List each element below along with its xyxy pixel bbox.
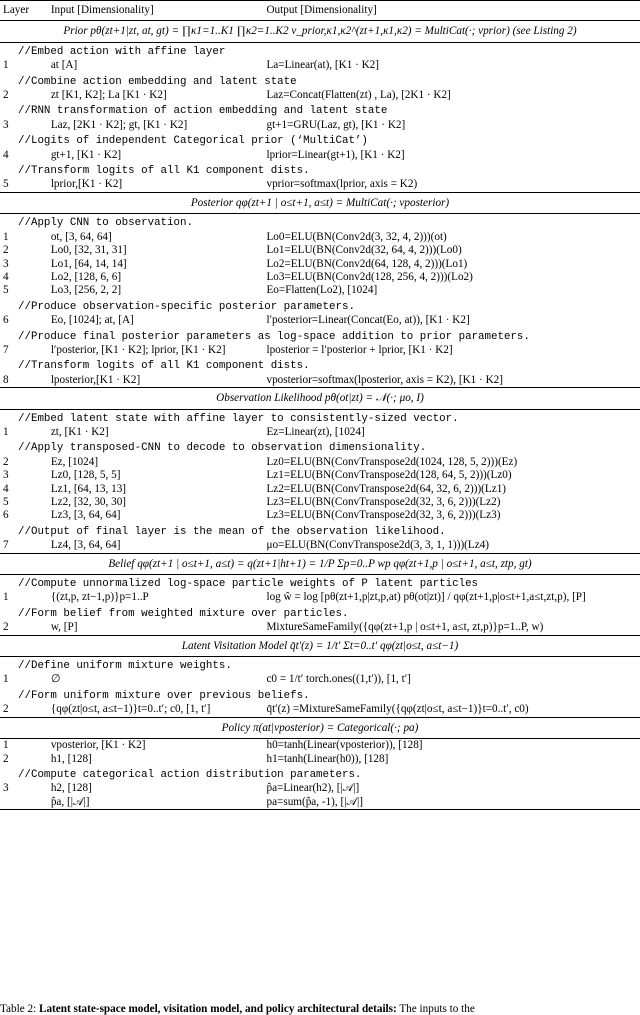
input-cell: Lz3, [3, 64, 64] — [50, 509, 121, 522]
input-cell: lposterior,[K1 · K2] — [50, 373, 141, 386]
layer-number: 1 — [3, 425, 9, 438]
layer-number: 1 — [3, 59, 9, 72]
output-cell: La=Linear(at), [K1 · K2] — [266, 59, 380, 72]
layer-number: 4 — [3, 270, 9, 283]
code-comment: //RNN transformation of action embedding and latent state — [18, 105, 388, 118]
input-cell: h1, [128] — [50, 752, 92, 765]
layer-number: 1 — [3, 591, 9, 604]
input-cell: Lo0, [32, 31, 31] — [50, 244, 127, 257]
code-comment: //Logits of independent Categorical prior (‘MultiCat’) — [18, 135, 368, 148]
header-input: Input [Dimensionality] — [50, 4, 154, 16]
comment-row — [0, 73, 640, 89]
output-cell: Lz3=ELU(BN(ConvTranspose2d(32, 3, 6, 2)))(Lz3) — [266, 509, 501, 522]
code-comment: //Form uniform mixture over previous beliefs. — [18, 689, 310, 702]
comment-row — [0, 766, 640, 782]
section-title-row — [0, 717, 640, 738]
comment-row — [0, 102, 640, 118]
output-cell: vprior=softmax(lprior, axis = K2) — [266, 178, 418, 191]
input-cell: at [A] — [50, 59, 78, 72]
input-cell: Lz2, [32, 30, 30] — [50, 496, 127, 508]
table-row — [0, 374, 640, 388]
header-layer: Layer — [3, 4, 30, 16]
table-row — [0, 539, 640, 553]
table-row — [0, 456, 640, 469]
input-cell: Ez, [1024] — [50, 455, 99, 468]
table-row — [0, 119, 640, 132]
input-cell: Lz4, [3, 64, 64] — [50, 539, 121, 552]
code-comment: //Define uniform mixture weights. — [18, 660, 232, 673]
table-row — [0, 344, 640, 357]
table-row — [0, 314, 640, 327]
caption-bold: Latent state-space model, visitation model, and policy architectural details: — [38, 1003, 397, 1015]
input-cell: vposterior, [K1 · K2] — [50, 739, 146, 752]
input-cell: Lz0, [128, 5, 5] — [50, 469, 121, 482]
section-title: Belief qφ(zt+1 | o≤t+1, a≤t) = q(zt+1|ht+1) = 1/P Σp=0..P wp qφ(zt+1,p | o≤t+1, a≤t, ztp, gt) — [108, 557, 532, 570]
output-cell: Lo2=ELU(BN(Conv2d(64, 128, 4, 2)))(Lo1) — [266, 257, 468, 270]
comment-row — [0, 687, 640, 703]
comment-row — [0, 523, 640, 539]
output-cell: Ez=Linear(zt), [1024] — [266, 425, 365, 438]
input-cell: zt [K1, K2]; La [K1 · K2] — [50, 89, 167, 102]
table-caption — [0, 1003, 640, 1015]
section-title: Latent Visitation Model q̄t′(z) = 1/t′ Σt=0..t′ qφ(zt|o≤t, a≤t−1) — [181, 639, 459, 652]
section-title: Observation Likelihood pθ(ot|zt) = 𝒩(·; μo, I) — [216, 392, 424, 405]
output-cell: h1=tanh(Linear(h0)), [128] — [266, 752, 389, 765]
table-row — [0, 258, 640, 271]
code-comment: //Output of final layer is the mean of the observation likelihood. — [18, 525, 446, 538]
output-cell: pa=sum(p̂a, -1), [|𝒜|] — [266, 795, 364, 808]
code-comment: //Embed action with affine layer — [18, 45, 226, 58]
comment-row — [0, 328, 640, 344]
input-cell: {qφ(zt|o≤t, a≤t−1)}t=0..t′; c0, [1, t′] — [50, 703, 211, 716]
section-title-row — [0, 21, 640, 42]
layer-number: 3 — [3, 782, 9, 795]
layer-number: 8 — [3, 373, 9, 386]
table-row — [0, 509, 640, 522]
table-row — [0, 796, 640, 810]
layer-number: 1 — [3, 739, 9, 752]
output-cell: Lo3=ELU(BN(Conv2d(128, 256, 4, 2)))(Lo2) — [266, 270, 473, 283]
input-cell: {(zt,p, zt−1,p)}p=1..P — [50, 591, 149, 604]
comment-row — [0, 214, 640, 231]
table-row — [0, 753, 640, 766]
table-row — [0, 426, 640, 439]
code-comment: //Form belief from weighted mixture over particles. — [18, 607, 349, 620]
output-cell: p̂a=Linear(h2), [|𝒜|] — [266, 782, 360, 795]
input-cell: gt+1, [K1 · K2] — [50, 148, 122, 161]
layer-number: 7 — [3, 539, 9, 552]
layer-number: 7 — [3, 343, 9, 356]
layer-number: 2 — [3, 455, 9, 468]
comment-row — [0, 42, 640, 59]
output-cell: Lz1=ELU(BN(ConvTranspose2d(128, 64, 5, 2)))(Lz0) — [266, 469, 512, 482]
layer-number: 2 — [3, 703, 9, 716]
layer-number: 3 — [3, 469, 9, 482]
layer-number: 6 — [3, 314, 9, 327]
output-cell: Lz3=ELU(BN(ConvTranspose2d(32, 3, 6, 2)))(Lz2) — [266, 496, 501, 508]
comment-row — [0, 409, 640, 426]
table-row — [0, 178, 640, 192]
header-output: Output [Dimensionality] — [266, 4, 377, 16]
table-row — [0, 149, 640, 162]
input-cell: Lz1, [64, 13, 13] — [50, 482, 127, 495]
comment-row — [0, 298, 640, 314]
table-row — [0, 673, 640, 686]
table-body — [0, 21, 640, 810]
code-comment: //Transform logits of all K1 component dists. — [18, 165, 310, 178]
output-cell: Lo0=ELU(BN(Conv2d(3, 32, 4, 2)))(ot) — [266, 230, 447, 243]
output-cell: lprior=Linear(gt+1), [K1 · K2] — [266, 148, 405, 161]
input-cell: l′posterior, [K1 · K2]; lprior, [K1 · K2] — [50, 343, 226, 356]
output-cell: q̄t′(z) =MixtureSameFamily({qφ(zt|o≤t, a≤t−1)}t=0..t′, c0) — [266, 703, 529, 716]
layer-number: 3 — [3, 118, 9, 131]
table-row — [0, 496, 640, 509]
code-comment: //Embed latent state with affine layer to consistently-sized vector. — [18, 412, 459, 425]
table-row — [0, 483, 640, 496]
input-cell: p̂a, [|𝒜|] — [50, 795, 90, 808]
code-comment: //Apply transposed-CNN to decode to observation dimensionality. — [18, 442, 427, 455]
table-row — [0, 271, 640, 284]
table-row — [0, 739, 640, 753]
input-cell: Laz, [2K1 · K2]; gt, [K1 · K2] — [50, 118, 188, 131]
output-cell: Eo=Flatten(Lo2), [1024] — [266, 284, 378, 297]
input-cell: lprior,[K1 · K2] — [50, 178, 123, 191]
table-row — [0, 469, 640, 482]
output-cell: lposterior = l′posterior + lprior, [K1 · K2] — [266, 343, 453, 356]
comment-row — [0, 605, 640, 621]
comment-row — [0, 357, 640, 373]
table-row — [0, 284, 640, 297]
section-title: Prior pθ(zt+1|zt, at, gt) = ∏κ1=1..K1 ∏κ2=1..K2 v_prior,κ1,κ2^(zt+1,κ1,κ2) = MultiCat(·; vprior) (see Listing 2) — [63, 25, 577, 38]
layer-number: 5 — [3, 178, 9, 191]
layer-number — [0, 796, 49, 810]
code-comment: //Compute unnormalized log-space particle weights of P latent particles — [18, 578, 479, 591]
input-cell: Lo1, [64, 14, 14] — [50, 257, 127, 270]
code-comment: //Transform logits of all K1 component dists. — [18, 360, 310, 373]
table-row — [0, 621, 640, 635]
section-title-row — [0, 192, 640, 213]
output-cell: vposterior=softmax(lposterior, axis = K2), [K1 · K2] — [266, 373, 503, 386]
comment-row — [0, 575, 640, 592]
layer-number: 5 — [3, 284, 9, 297]
output-cell: log ŵ = log [pθ(zt+1,p|zt,p,at) pθ(ot|zt)] / qφ(zt+1,p|o≤t+1,a≤t,zt,p), [P] — [266, 591, 586, 604]
comment-row — [0, 439, 640, 455]
output-cell: Lz2=ELU(BN(ConvTranspose2d(64, 32, 6, 2)))(Lz1) — [266, 482, 507, 495]
output-cell: Lo1=ELU(BN(Conv2d(32, 64, 4, 2)))(Lo0) — [266, 244, 462, 257]
output-cell: MixtureSameFamily({qφ(zt+1,p | o≤t+1, a≤t, zt,p)}p=1..P, w) — [266, 621, 544, 634]
comment-row — [0, 132, 640, 148]
layer-number: 1 — [3, 673, 9, 686]
section-title-row — [0, 553, 640, 574]
output-cell: l′posterior=Linear(Concat(Eo, at)), [K1 · K2] — [266, 314, 470, 327]
output-cell: Lz0=ELU(BN(ConvTranspose2d(1024, 128, 5, 2)))(Ez) — [266, 455, 518, 468]
layer-number: 2 — [3, 89, 9, 102]
input-cell: w, [P] — [50, 621, 78, 634]
layer-number: 2 — [3, 244, 9, 257]
section-title: Policy π(at|vposterior) = Categorical(·; pa) — [221, 721, 419, 734]
layer-number: 1 — [3, 230, 9, 243]
input-cell: Lo3, [256, 2, 2] — [50, 284, 122, 297]
table-header — [0, 1, 640, 21]
table-row — [0, 89, 640, 102]
input-cell: Eo, [1024]; at, [A] — [50, 314, 134, 327]
table-row — [0, 244, 640, 257]
output-cell: μo=ELU(BN(ConvTranspose2d(3, 3, 1, 1)))(Lz4) — [266, 539, 490, 552]
code-comment: //Compute categorical action distribution parameters. — [18, 768, 362, 781]
table-row — [0, 231, 640, 244]
input-cell: zt, [K1 · K2] — [50, 425, 109, 438]
code-comment: //Produce final posterior parameters as log-space addition to prior parameters. — [18, 330, 530, 343]
layer-number: 2 — [3, 621, 9, 634]
table-row — [0, 782, 640, 795]
code-comment: //Produce observation-specific posterior parameters. — [18, 300, 355, 313]
section-title: Posterior qφ(zt+1 | o≤t+1, a≤t) = MultiCat(·; vposterior) — [190, 196, 450, 209]
input-cell: Lo2, [128, 6, 6] — [50, 270, 122, 283]
layer-number: 6 — [3, 509, 9, 522]
input-cell: ot, [3, 64, 64] — [50, 230, 112, 243]
table-row — [0, 703, 640, 717]
layer-number: 4 — [3, 148, 9, 161]
layer-number: 3 — [3, 257, 9, 270]
code-comment: //Combine action embedding and latent state — [18, 75, 297, 88]
caption-label: Table 2: — [0, 1003, 39, 1015]
output-cell: Laz=Concat(Flatten(zt) , La), [2K1 · K2] — [266, 89, 451, 102]
layer-number: 4 — [3, 482, 9, 495]
output-cell: c0 = 1/t′ torch.ones((1,t′)), [1, t′] — [266, 673, 411, 686]
table-row — [0, 59, 640, 72]
input-cell: ∅ — [50, 673, 61, 686]
section-title-row — [0, 388, 640, 409]
layer-number: 5 — [3, 496, 9, 508]
code-comment: //Apply CNN to observation. — [18, 217, 193, 230]
section-title-row — [0, 635, 640, 656]
output-cell: gt+1=GRU(Laz, gt), [K1 · K2] — [266, 118, 406, 131]
comment-row — [0, 162, 640, 178]
input-cell: h2, [128] — [50, 782, 92, 795]
caption-rest: The inputs to the — [396, 1003, 475, 1015]
layer-number: 2 — [3, 752, 9, 765]
comment-row — [0, 657, 640, 674]
output-cell: h0=tanh(Linear(vposterior)), [128] — [266, 739, 423, 752]
table-row — [0, 591, 640, 604]
